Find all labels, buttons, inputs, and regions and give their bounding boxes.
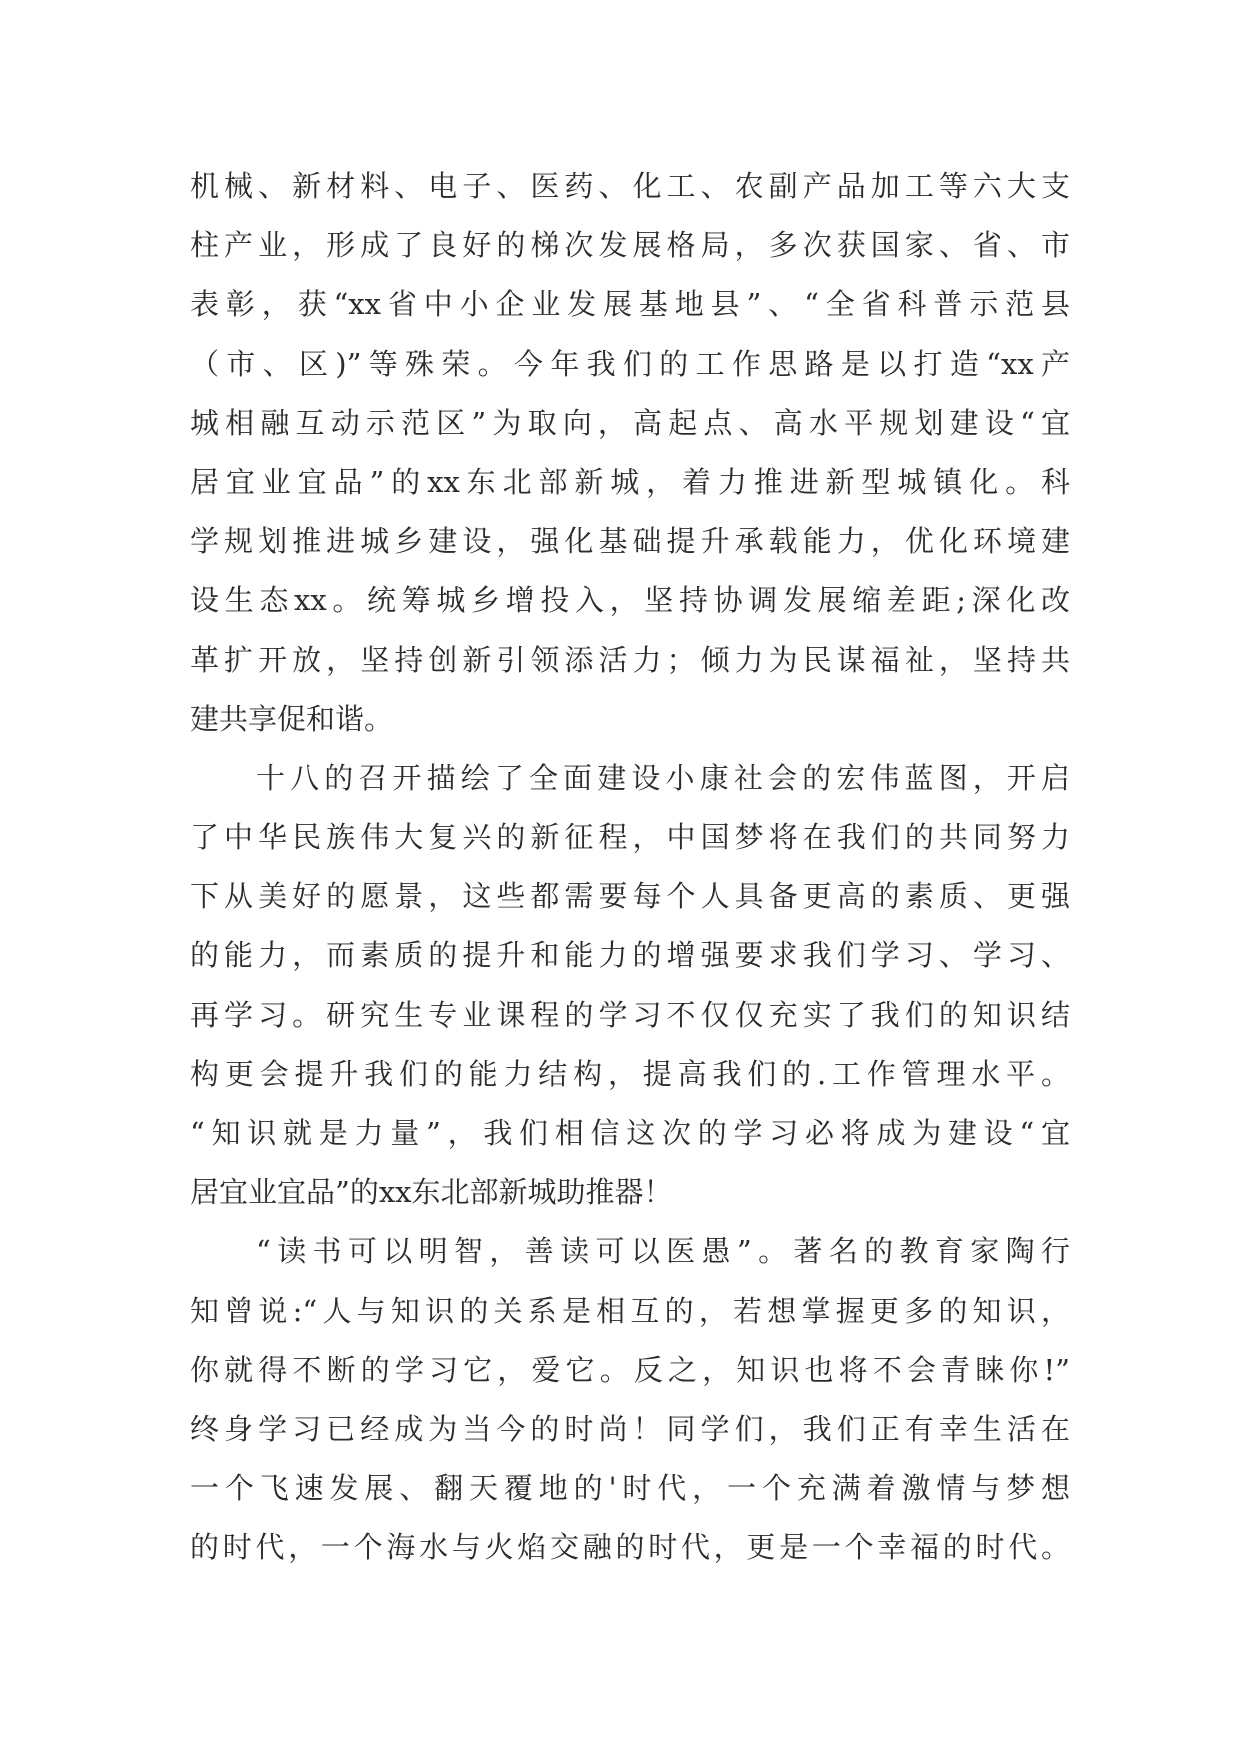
text-line: 了中华民族伟大复兴的新征程，中国梦将在我们的共同努力 [190,820,1070,855]
text-line: 一个飞速发展、翻天覆地的'时代，一个充满着激情与梦想 [190,1471,1070,1506]
text-line: “知识就是力量”，我们相信这次的学习必将成为建设“宜 [190,1116,1070,1150]
document-body [190,157,1070,1578]
text-line: 建共享促和谐。 [190,701,394,736]
text-line: 的时代，一个海水与火焰交融的时代，更是一个幸福的时代。 [190,1530,1070,1565]
paragraph-2 [190,749,1070,1223]
text-line: 城相融互动示范区”为取向，高起点、高水平规划建设“宜 [190,405,1070,440]
text-line: 十八的召开描绘了全面建设小康社会的宏伟蓝图，开启 [256,760,1070,795]
text-line: 下从美好的愿景，这些都需要每个人具备更高的素质、更强 [190,879,1070,914]
text-line: 表彰，获“xx省中小企业发展基地县”、“全省科普示范县 [190,287,1070,322]
text-line: 学规划推进城乡建设，强化基础提升承载能力，优化环境建 [190,524,1070,559]
text-line: 革扩开放，坚持创新引领添活力；倾力为民谋福祉，坚持共 [190,642,1070,677]
text-line: 柱产业，形成了良好的梯次发展格局，多次获国家、省、市 [190,228,1070,263]
text-line: 构更会提升我们的能力结构，提高我们的.工作管理水平。 [190,1056,1070,1091]
text-line: 的能力，而素质的提升和能力的增强要求我们学习、学习、 [190,938,1070,973]
text-line: 你就得不断的学习它，爱它。反之，知识也将不会青睐你!” [190,1352,1070,1387]
text-line: 知曾说:“人与知识的关系是相互的，若想掌握更多的知识， [190,1293,1070,1328]
text-line: “读书可以明智，善读可以医愚”。著名的教育家陶行 [256,1234,1070,1269]
text-line: （市、区)”等殊荣。今年我们的工作思路是以打造“xx产 [190,346,1070,381]
text-line: 终身学习已经成为当今的时尚！同学们，我们正有幸生活在 [190,1411,1070,1446]
text-line: 机械、新材料、电子、医药、化工、农副产品加工等六大支 [190,169,1070,203]
paragraph-3 [190,1222,1070,1577]
text-line: 居宜业宜品”的xx东北部新城，着力推进新型城镇化。科 [190,464,1070,499]
paragraph-1 [190,157,1070,749]
text-line: 再学习。研究生专业课程的学习不仅仅充实了我们的知识结 [190,997,1070,1032]
text-line: 设生态xx。统筹城乡增投入，坚持协调发展缩差距;深化改 [190,583,1070,618]
text-line: 居宜业宜品”的xx东北部新城助推器！ [190,1175,673,1210]
